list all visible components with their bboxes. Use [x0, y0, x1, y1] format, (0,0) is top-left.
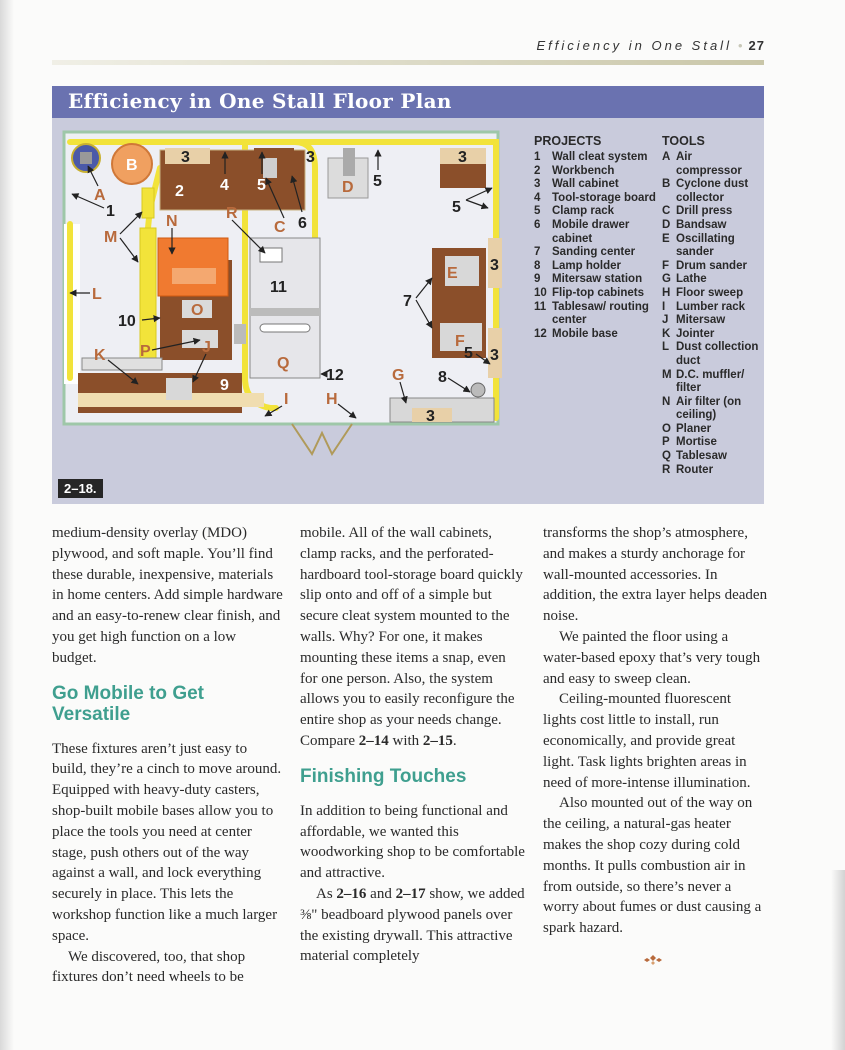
- header-rule: [52, 60, 764, 65]
- plan-label-3: 3: [458, 149, 467, 166]
- figure-ref: 2–17: [395, 885, 426, 902]
- plan-label-M: M: [104, 229, 118, 246]
- legend-item-key: 2: [534, 164, 541, 177]
- legend-item-key: 12: [534, 327, 547, 340]
- legend-item-label: Clamp rack: [552, 205, 615, 218]
- paragraph: In addition to being functional and affordable, we wanted this woodworking shop to be comfortable and attractive.: [300, 802, 525, 882]
- figure-ref: 2–14: [358, 732, 389, 749]
- legend-item-key: Q: [662, 450, 671, 463]
- plan-label-10: 10: [118, 313, 136, 330]
- plan-label-3: 3: [426, 408, 435, 425]
- figure-title-bar: [52, 86, 764, 118]
- legend-item: [534, 246, 658, 260]
- plan-label-I: I: [284, 391, 289, 408]
- subhead-finishing-touches: Finishing Touches: [300, 765, 467, 787]
- legend-item-label: Dust collection duct: [676, 341, 759, 367]
- legend-item: [534, 219, 658, 246]
- legend-item-label: Lumber rack: [676, 300, 746, 313]
- legend-item-key: 10: [534, 286, 547, 299]
- running-head-separator: •: [737, 38, 743, 53]
- plan-label-3: 3: [306, 149, 315, 166]
- legend-item: [662, 273, 760, 287]
- legend-item-key: 6: [534, 218, 541, 231]
- plan-label-O: O: [191, 302, 204, 319]
- legend-item-key: E: [662, 232, 670, 245]
- legend-item-key: C: [662, 205, 671, 218]
- legend-item-key: R: [662, 463, 671, 476]
- figure-title: Efficiency in One Stall Floor Plan: [68, 89, 452, 113]
- plan-label-P: P: [140, 343, 151, 360]
- legend-item-label: Tool-storage board: [552, 191, 656, 204]
- paragraph: We discovered, too, that shop fixtures don’t need wheels to be: [52, 948, 246, 986]
- legend-item-key: 9: [534, 273, 541, 286]
- plan-label-2: 2: [175, 183, 184, 200]
- legend-item-label: Wall cleat system: [552, 151, 648, 163]
- plan-label-8: 8: [438, 369, 447, 386]
- plan-label-D: D: [342, 179, 354, 196]
- legend-item: [662, 287, 760, 301]
- legend-item: [662, 233, 760, 260]
- mortise: [182, 330, 218, 348]
- plan-label-7: 7: [403, 293, 412, 310]
- legend-tools: [662, 134, 760, 477]
- legend-item: [534, 260, 658, 274]
- plan-label-5: 5: [257, 177, 266, 194]
- plan-label-L: L: [92, 286, 102, 303]
- text-column-2: [300, 523, 525, 967]
- legend-item-key: 8: [534, 259, 541, 272]
- legend-item: [534, 192, 658, 206]
- legend-item-key: 11: [534, 300, 547, 313]
- paragraph: transforms the shop’s atmosphere, and makes a sturdy anchorage for wall-mounted accessories. In addition, the extra layer helps deaden noise.: [543, 525, 768, 625]
- legend-item-label: Drill press: [676, 205, 733, 218]
- plan-label-Q: Q: [277, 355, 290, 372]
- legend-item-label: Mobile base: [552, 327, 618, 340]
- legend-item-label: Oscillating sander: [676, 232, 735, 259]
- legend-item: [662, 369, 760, 396]
- legend-item-key: F: [662, 259, 670, 272]
- text-column-1: [52, 523, 284, 988]
- running-head-title: Efficiency in One Stall: [536, 38, 732, 53]
- legend-item-label: Jointer: [676, 327, 715, 340]
- plan-label-9: 9: [220, 377, 229, 394]
- plan-label-3: 3: [490, 257, 499, 274]
- plan-label-3: 3: [181, 149, 190, 166]
- plan-label-J: J: [202, 339, 211, 356]
- legend-item-label: Bandsaw: [676, 218, 727, 231]
- legend-item-label: Planer: [676, 422, 712, 435]
- end-of-section-ornament-icon: [644, 955, 662, 965]
- legend-item-label: Lathe: [676, 273, 707, 286]
- legend-item: [662, 314, 760, 328]
- legend-item: [662, 301, 760, 315]
- legend-item: [534, 287, 658, 301]
- floor-plan-figure: [52, 86, 764, 504]
- legend-item: [662, 328, 760, 342]
- plan-label-F: F: [455, 333, 465, 350]
- plan-label-N: N: [166, 213, 178, 230]
- legend-item: [662, 205, 760, 219]
- legend-item: [662, 341, 760, 368]
- legend-item: [534, 165, 658, 179]
- page-edge-shadow: [831, 870, 845, 1050]
- plan-label-3: 3: [490, 347, 499, 364]
- paragraph: Ceiling-mounted fluorescent lights cost little to install, run economically, and provide great light. Task lights brighten areas in need of more-intense illumination.: [543, 691, 751, 791]
- plan-label-C: C: [274, 219, 286, 236]
- paragraph: We painted the floor using a water-based epoxy that’s very tough and easy to sweep clean.: [543, 628, 761, 687]
- legend-item: [662, 178, 760, 205]
- text-run: with: [388, 732, 423, 749]
- text-run: show, we added ⅜" beadboard plywood panels over the existing drywall. This attractive material completely: [300, 885, 525, 965]
- legend-item-label: Wall cabinet: [552, 178, 619, 191]
- legend-projects: [534, 134, 658, 341]
- legend-item: [662, 450, 760, 464]
- paragraph: These fixtures aren’t just easy to build, they’re a cinch to move around. Equipped with heavy-duty casters, shop-built mobile bases allow you to place the tools you need at center stage, push others out of the way against a wall, and lock everything securely in place. This lets the workshop function like a much larger space.: [52, 740, 282, 944]
- legend-item: [662, 464, 760, 478]
- paragraph: medium-density overlay (MDO) plywood, and soft maple. You’ll find these durable, inexpensive, materials in home centers. Add simple hardware and an easy-to-renew clear finish, and you get high function on a low budget.: [52, 525, 283, 666]
- plan-label-R: R: [226, 205, 238, 222]
- page-number: 27: [748, 38, 765, 53]
- paragraph: [300, 884, 525, 967]
- plan-label-K: K: [94, 347, 106, 364]
- paragraph: Also mounted out of the way on the ceiling, a natural-gas heater makes the shop cozy during cold months. It pulls combustion air in from outside, so there’s never a worry about fumes or dust causing a spark hazard.: [543, 795, 762, 937]
- legend-item: [662, 396, 760, 423]
- plan-label-6: 6: [298, 215, 307, 232]
- legend-item: [662, 423, 760, 437]
- legend-item: [662, 436, 760, 450]
- running-head: [500, 38, 765, 53]
- legend-item-key: 4: [534, 191, 541, 204]
- legend-item-label: Mitersaw station: [552, 273, 643, 286]
- legend-item: [534, 151, 658, 165]
- legend-item-key: G: [662, 273, 671, 286]
- paragraph: [300, 523, 525, 752]
- plan-label-H: H: [326, 391, 338, 408]
- legend-item: [534, 178, 658, 192]
- plan-label-B: B: [126, 157, 138, 174]
- text-column-3: [543, 523, 768, 939]
- legend-item: [534, 205, 658, 219]
- text-run: As: [316, 885, 337, 902]
- legend-item-key: H: [662, 286, 671, 299]
- legend-item-label: Sanding center: [552, 246, 636, 259]
- legend-item-key: K: [662, 327, 671, 340]
- plan-label-4: 4: [220, 177, 229, 194]
- legend-item: [662, 260, 760, 274]
- text-run: mobile. All of the wall cabinets, clamp racks, and the perforated-hardboard tool-storage board quickly slip onto and off of a simple but secure cleat system mounted to the walls. Why? For one, it makes mounting these items a snap, even for one person. Also, the system allows you to easily reconfigure the entire shop as your needs change. Compare: [300, 525, 523, 749]
- legend-item-label: Air filter (on ceiling): [676, 395, 742, 422]
- muffler-filter-upper: [142, 188, 154, 218]
- page-gutter-shadow: [0, 0, 14, 1050]
- legend-item-key: J: [662, 314, 669, 327]
- plan-label-E: E: [447, 265, 458, 282]
- legend-item: [662, 151, 760, 178]
- legend-projects-header: PROJECTS: [534, 134, 602, 148]
- legend-item-label: Router: [676, 463, 714, 476]
- floor-plan-drawing: [60, 128, 510, 458]
- legend-item-label: Cyclone dust collector: [676, 178, 749, 204]
- legend-item-key: D: [662, 218, 671, 231]
- legend-item-key: B: [662, 178, 671, 191]
- legend-item-key: 5: [534, 205, 541, 218]
- legend-item-label: D.C. muffler/ filter: [676, 368, 745, 395]
- legend-item: [534, 301, 658, 328]
- air-filter: [158, 238, 228, 296]
- legend-item: [662, 219, 760, 233]
- figure-number: 2–18.: [58, 479, 103, 498]
- legend-item-label: Lamp holder: [552, 259, 622, 272]
- legend-item-key: 1: [534, 151, 541, 163]
- legend-item-key: O: [662, 422, 671, 435]
- plan-label-G: G: [392, 367, 405, 384]
- garage-door: [292, 424, 352, 454]
- legend-item-label: Tablesaw/ routing center: [552, 300, 649, 327]
- plan-label-5: 5: [373, 173, 382, 190]
- legend-item-label: Floor sweep: [676, 286, 744, 299]
- figure-ref: 2–15: [422, 732, 453, 749]
- subhead-go-mobile: Go Mobile to Get Versatile: [52, 682, 204, 725]
- legend-item-label: Air compressor: [676, 151, 742, 177]
- legend-item-key: A: [662, 151, 671, 163]
- plan-label-1: 1: [106, 203, 115, 220]
- legend-item-label: Mobile drawer cabinet: [552, 218, 630, 245]
- plan-label-A: A: [94, 187, 106, 204]
- legend-item-label: Mitersaw: [676, 314, 726, 327]
- lamp-holder: [471, 383, 485, 397]
- plan-label-5: 5: [464, 345, 473, 362]
- legend-item: [534, 328, 658, 342]
- legend-item-key: 7: [534, 246, 541, 259]
- text-run: and: [366, 885, 396, 902]
- legend-item-key: 3: [534, 178, 541, 191]
- legend-tools-header: TOOLS: [662, 134, 705, 148]
- legend-item-label: Workbench: [552, 164, 615, 177]
- legend-item-key: P: [662, 436, 670, 449]
- plan-label-5: 5: [452, 199, 461, 216]
- legend-item-key: N: [662, 395, 671, 408]
- legend-item: [534, 273, 658, 287]
- plan-label-12: 12: [326, 367, 344, 384]
- legend-item-key: L: [662, 341, 670, 354]
- plan-label-11: 11: [270, 279, 287, 296]
- legend-item-label: Mortise: [676, 436, 717, 449]
- legend-item-label: Flip-top cabinets: [552, 286, 644, 299]
- legend-item-label: Drum sander: [676, 259, 747, 272]
- legend-item-key: M: [662, 368, 672, 381]
- figure-ref: 2–16: [336, 885, 367, 902]
- text-run: .: [452, 732, 457, 749]
- legend-item-label: Tablesaw: [676, 450, 727, 463]
- mitersaw: [166, 378, 192, 400]
- legend-item-key: I: [662, 300, 666, 313]
